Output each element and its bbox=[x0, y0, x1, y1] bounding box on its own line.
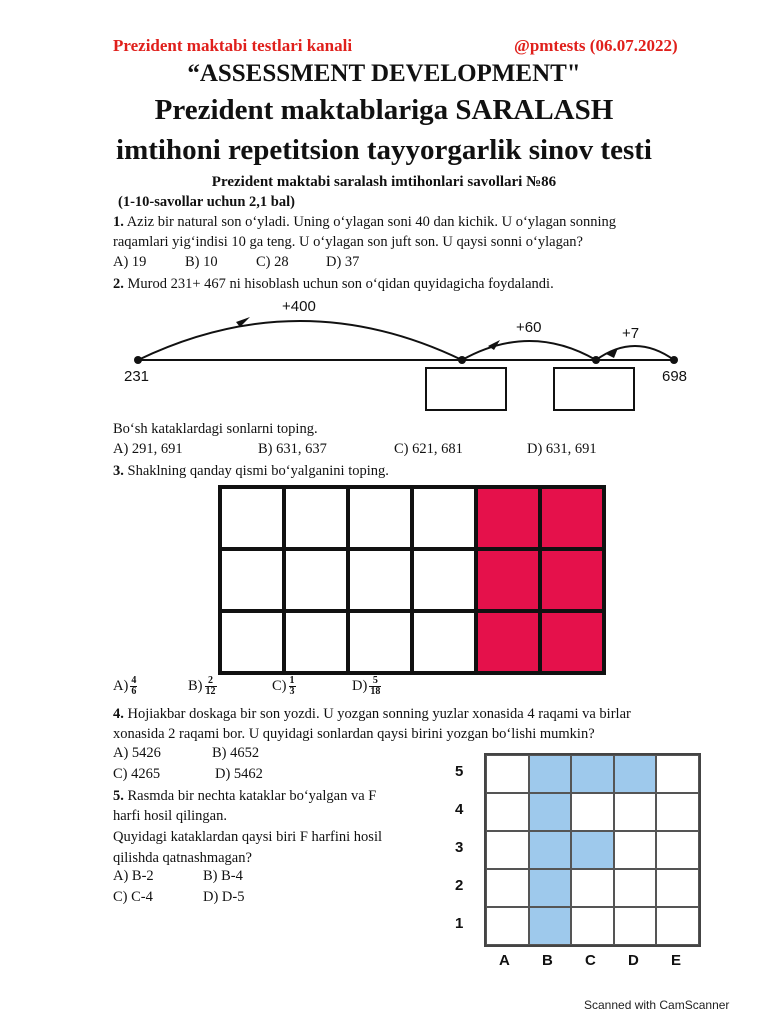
grid-cell-shaded bbox=[540, 611, 604, 673]
q5-option-a[interactable]: A) B-2 bbox=[113, 868, 154, 884]
q3-option-a[interactable] bbox=[113, 676, 137, 697]
grid-cell-a1 bbox=[486, 907, 529, 945]
channel-handle-date: @pmtests (06.07.2022) bbox=[514, 36, 678, 55]
col-label-e: E bbox=[671, 952, 682, 969]
denominator: 18 bbox=[370, 686, 381, 697]
grid-cell-b2 bbox=[529, 869, 572, 907]
q2-number: 2. bbox=[113, 276, 124, 292]
grid-cell-a3 bbox=[486, 831, 529, 869]
grid-cell bbox=[220, 487, 284, 549]
grid-cell-d1 bbox=[614, 907, 657, 945]
option-letter: B) bbox=[188, 677, 203, 694]
q5-option-d[interactable]: D) D-5 bbox=[203, 889, 245, 905]
q5-text-2: harfi hosil qilingan. bbox=[113, 808, 227, 824]
letter-f-grid bbox=[484, 753, 701, 947]
q5-option-c[interactable]: C) C-4 bbox=[113, 889, 153, 905]
fraction bbox=[369, 676, 381, 697]
q2-option-d[interactable]: D) 631, 691 bbox=[527, 441, 597, 457]
grid-cell bbox=[412, 549, 476, 611]
numerator: 2 bbox=[205, 676, 217, 687]
answer-box-1[interactable] bbox=[426, 368, 506, 410]
q5-option-b[interactable]: B) B-4 bbox=[203, 868, 243, 884]
option-letter: D) bbox=[352, 677, 368, 694]
q1-option-b[interactable]: B) 10 bbox=[185, 254, 218, 270]
grid-cell bbox=[348, 487, 412, 549]
subtitle: Prezident maktabi saralash imtihonlari savollari №86 bbox=[211, 174, 557, 190]
title-line-1: “ASSESSMENT DEVELOPMENT" bbox=[187, 60, 581, 87]
grid-cell-d5 bbox=[614, 755, 657, 793]
q2-line bbox=[113, 274, 554, 294]
option-letter: C) bbox=[272, 677, 287, 694]
q2-option-c[interactable]: C) 621, 681 bbox=[394, 441, 463, 457]
jump-arc-60 bbox=[462, 341, 596, 360]
grid-cell-c4 bbox=[571, 793, 614, 831]
point-blank-2 bbox=[592, 356, 600, 364]
q3-line bbox=[113, 461, 389, 481]
grid-cell-d2 bbox=[614, 869, 657, 907]
q5-text-3: Quyidagi kataklardan qaysi biri F harfini hosil bbox=[113, 829, 383, 845]
q2-option-b[interactable]: B) 631, 637 bbox=[258, 441, 327, 457]
numerator: 5 bbox=[369, 676, 381, 687]
jump-label-60: +60 bbox=[516, 319, 542, 336]
q1-option-d[interactable]: D) 37 bbox=[326, 254, 360, 270]
fraction bbox=[205, 676, 217, 697]
grid-cell bbox=[348, 549, 412, 611]
grid-cell bbox=[412, 611, 476, 673]
q2-option-a[interactable]: A) 291, 691 bbox=[113, 441, 183, 457]
grid-cell-a2 bbox=[486, 869, 529, 907]
q4-option-b[interactable]: B) 4652 bbox=[212, 745, 260, 761]
start-label: 231 bbox=[124, 368, 150, 385]
grid-cell bbox=[220, 549, 284, 611]
grid-cell-shaded bbox=[540, 487, 604, 549]
grid-cell-a4 bbox=[486, 793, 529, 831]
grid-cell-c1 bbox=[571, 907, 614, 945]
q1-text-1: Aziz bir natural son o‘yladi. Uning o‘ylagan soni 40 dan kichik. U o‘ylagan sonning bbox=[126, 214, 616, 230]
grid-cell bbox=[412, 487, 476, 549]
grid-cell bbox=[284, 611, 348, 673]
grid-cell-e4 bbox=[656, 793, 699, 831]
q2-instruction: Bo‘sh kataklardagi sonlarni toping. bbox=[113, 421, 318, 437]
grid-cell-shaded bbox=[540, 549, 604, 611]
title-line-3: imtihoni repetitsion tayyorgarlik sinov testi bbox=[116, 134, 652, 166]
grid-cell bbox=[220, 611, 284, 673]
numerator: 1 bbox=[289, 675, 295, 686]
fraction bbox=[289, 676, 296, 697]
point-end bbox=[670, 356, 678, 364]
row-label-5: 5 bbox=[455, 763, 464, 780]
q1-option-c[interactable]: C) 28 bbox=[256, 254, 289, 270]
grid-cell-c2 bbox=[571, 869, 614, 907]
q1-line-1 bbox=[113, 212, 616, 232]
grid-cell-shaded bbox=[476, 611, 540, 673]
q3-option-d[interactable] bbox=[352, 676, 381, 697]
q3-option-b[interactable] bbox=[188, 676, 217, 697]
q1-option-a[interactable]: A) 19 bbox=[113, 254, 147, 270]
jump-arc-400 bbox=[138, 321, 462, 360]
grid-cell-c3 bbox=[571, 831, 614, 869]
q5-text-1: Rasmda bir nechta kataklar bo‘yalgan va F bbox=[127, 788, 377, 804]
q3-text: Shaklning qanday qismi bo‘yalganini toping. bbox=[127, 463, 389, 479]
q4-line-1 bbox=[113, 704, 631, 724]
channel-name: Prezident maktabi testlari kanali bbox=[113, 36, 353, 55]
grid-cell bbox=[284, 487, 348, 549]
fraction bbox=[130, 676, 137, 697]
grid-cell-b3 bbox=[529, 831, 572, 869]
fraction-grid bbox=[218, 485, 606, 675]
q5-text-4: qilishda qatnashmagan? bbox=[113, 850, 252, 866]
q1-number: 1. bbox=[113, 214, 124, 230]
denominator: 6 bbox=[131, 686, 137, 697]
grid-cell-a5 bbox=[486, 755, 529, 793]
point-blank-1 bbox=[458, 356, 466, 364]
jump-arc-7 bbox=[596, 346, 674, 360]
grid-cell-b5 bbox=[529, 755, 572, 793]
denominator: 12 bbox=[205, 686, 216, 697]
grid-cell-d3 bbox=[614, 831, 657, 869]
grid-cell bbox=[284, 549, 348, 611]
q3-option-c[interactable] bbox=[272, 676, 296, 697]
q4-option-d[interactable]: D) 5462 bbox=[215, 766, 263, 782]
col-label-d: D bbox=[628, 952, 639, 969]
grid-cell-e5 bbox=[656, 755, 699, 793]
title-line-2: Prezident maktablariga SARALASH bbox=[154, 94, 614, 126]
jump-label-400: +400 bbox=[282, 298, 316, 315]
grid-cell-b4 bbox=[529, 793, 572, 831]
q1-text-2: raqamlari yig‘indisi 10 ga teng. U o‘ylagan son juft son. U qaysi sonni o‘ylagan? bbox=[113, 234, 583, 250]
grid-cell-d4 bbox=[614, 793, 657, 831]
point-start bbox=[134, 356, 142, 364]
number-line-diagram bbox=[110, 292, 710, 422]
grid-cell-e3 bbox=[656, 831, 699, 869]
q3-number: 3. bbox=[113, 463, 124, 479]
section-label: (1-10-savollar uchun 2,1 bal) bbox=[118, 194, 295, 210]
q4-option-c[interactable]: C) 4265 bbox=[113, 766, 161, 782]
row-label-4: 4 bbox=[455, 801, 464, 818]
grid-cell-shaded bbox=[476, 549, 540, 611]
q5-number: 5. bbox=[113, 788, 124, 804]
q5-line-1 bbox=[113, 786, 376, 806]
col-label-a: A bbox=[499, 952, 510, 969]
col-label-b: B bbox=[542, 952, 553, 969]
q4-number: 4. bbox=[113, 706, 124, 722]
denominator: 3 bbox=[289, 686, 295, 697]
grid-cell-c5 bbox=[571, 755, 614, 793]
numerator: 4 bbox=[131, 675, 137, 686]
grid-cell-e1 bbox=[656, 907, 699, 945]
row-label-1: 1 bbox=[455, 915, 464, 932]
jump-label-7: +7 bbox=[622, 325, 640, 342]
col-label-c: C bbox=[585, 952, 596, 969]
row-label-2: 2 bbox=[455, 877, 464, 894]
q4-text-1: Hojiakbar doskaga bir son yozdi. U yozgan sonning yuzlar xonasida 4 raqami va birlar bbox=[127, 706, 631, 722]
option-letter: A) bbox=[113, 677, 129, 694]
grid-cell bbox=[348, 611, 412, 673]
grid-cell-e2 bbox=[656, 869, 699, 907]
grid-cell-b1 bbox=[529, 907, 572, 945]
answer-box-2[interactable] bbox=[554, 368, 634, 410]
scanner-watermark: Scanned with CamScanner bbox=[584, 998, 730, 1012]
grid-cell-shaded bbox=[476, 487, 540, 549]
end-label: 698 bbox=[662, 368, 688, 385]
q2-text: Murod 231+ 467 ni hisoblash uchun son o‘qidan quyidagicha foydalandi. bbox=[127, 276, 554, 292]
q4-text-2: xonasida 2 raqami bor. U quyidagi sonlardan qaysi birini yozgan bo‘lishi mumkin? bbox=[113, 726, 595, 742]
row-label-3: 3 bbox=[455, 839, 464, 856]
q4-option-a[interactable]: A) 5426 bbox=[113, 745, 161, 761]
